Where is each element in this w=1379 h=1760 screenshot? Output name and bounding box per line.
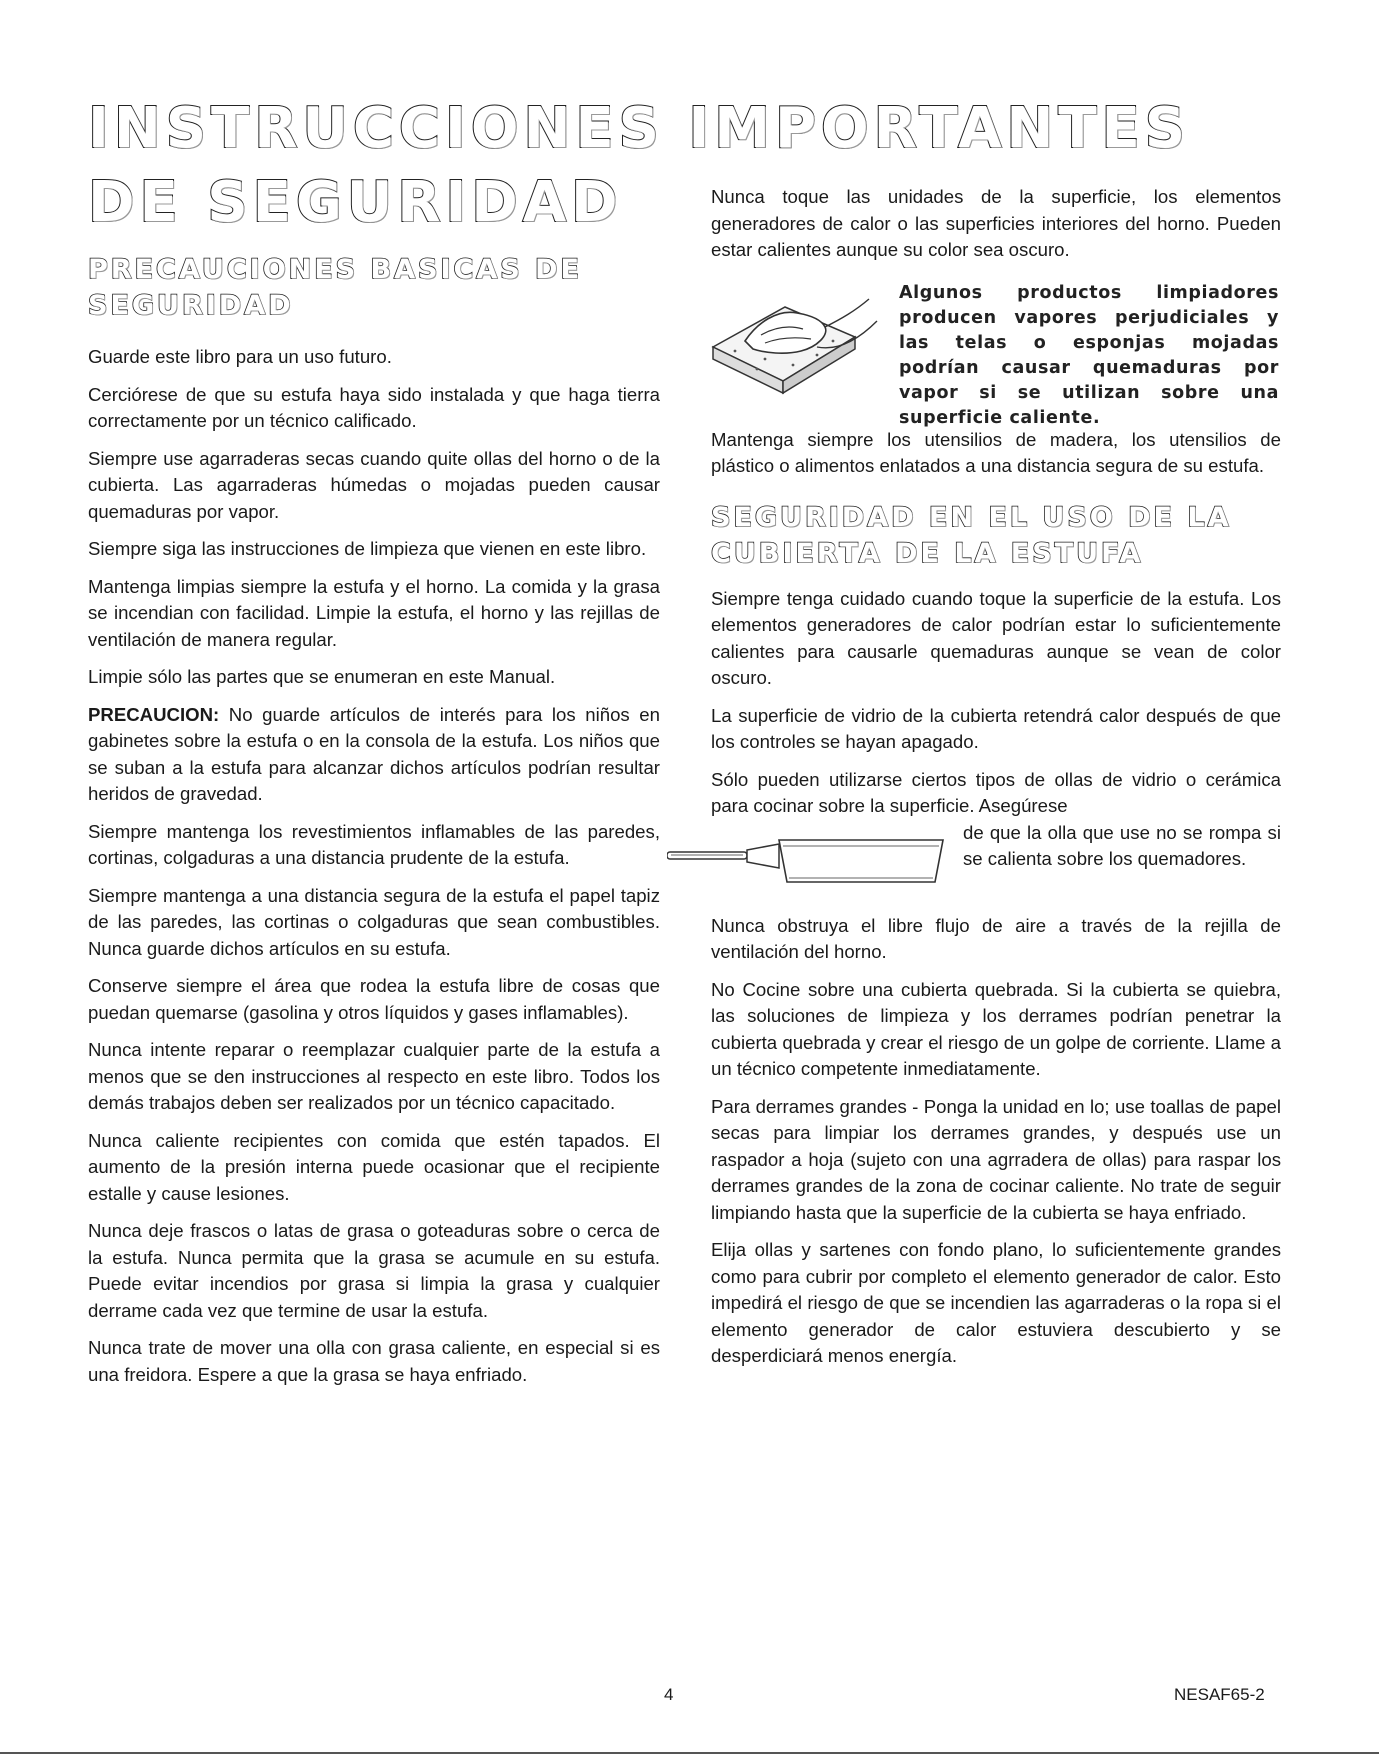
glass-cookware-block: [711, 767, 1281, 902]
caution-text: No guarde artículos de interés para los niños en gabinetes sobre la estufa o en la consola de la estufa. Los niños que se suban a la estufa para alcanzar dichos artículos podrían resultar heridos de gravedad.: [88, 703, 660, 804]
paragraph: Mantenga siempre los utensilios de madera, los utensilios de plástico o alimentos enlatados a una distancia segura de su estufa.: [711, 428, 1281, 476]
paragraph: Para derrames grandes - Ponga la unidad en lo; use toallas de papel secas para limpiar los derrames grandes, y después use un raspador a hoja (sujeto con una agrradera de ollas) para raspar los derrames grandes de la zona de cocinar caliente. No trate de seguir limpiando hasta que la superficie de la cubierta se haya enfriado.: [711, 1095, 1281, 1223]
model-code: NESAF65-2: [1174, 1685, 1265, 1704]
frying-pan-illustration: [667, 826, 957, 896]
paragraph: Nunca caliente recipientes con comida que estén tapados. El aumento de la presión interna puede ocasionar que el recipiente estalle y cause lesiones.: [88, 1129, 660, 1204]
paragraph: Siempre siga las instrucciones de limpieza que vienen en este libro.: [88, 538, 647, 559]
paragraph: Nunca trate de mover una olla con grasa caliente, en especial si es una freidora. Espere a que la grasa se haya enfriado.: [88, 1337, 660, 1385]
right-column: [711, 184, 1281, 1381]
paragraph: Siempre use agarraderas secas cuando quite ollas del horno o de la cubierta. Las agarraderas húmedas o mojadas pueden causar quemaduras por vapor.: [88, 447, 660, 522]
paragraph: Siempre mantenga los revestimientos inflamables de las paredes, cortinas, colgaduras a una distancia prudente de la estufa.: [88, 820, 660, 868]
section-heading-cooktop-safety: SEGURIDAD EN EL USO DE LA CUBIERTA DE LA ESTUFA: [711, 501, 1232, 569]
paragraph: Siempre tenga cuidado cuando toque la superficie de la estufa. Los elementos generadores de calor podrían estar lo suficientemente calientes para causarle quemaduras aunque se vean de color oscuro.: [711, 587, 1281, 688]
paragraph: Conserve siempre el área que rodea la estufa libre de cosas que puedan quemarse (gasolina y otros líquidos y gases inflamables).: [88, 975, 660, 1023]
cleaner-warning-block: [711, 275, 1281, 428]
paragraph: Guarde este libro para un uso futuro.: [88, 346, 392, 367]
paragraph: Nunca obstruya el libre flujo de aire a través de la rejilla de ventilación del horno.: [711, 914, 1281, 962]
paragraph: Nunca deje frascos o latas de grasa o goteaduras sobre o cerca de la estufa. Nunca permita que la grasa se acumule en su estufa. Puede evitar incendios por grasa si limpia la grasa y cualquier derrame cada vez que termine de usar la estufa.: [88, 1220, 660, 1321]
paragraph: Limpie sólo las partes que se enumeran en este Manual.: [88, 666, 556, 687]
paragraph: Elija ollas y sartenes con fondo plano, lo suficientemente grandes como para cubrir por completo el elemento generador de calor. Esto impedirá el riesgo de que se incendien las agarraderas o la ropa si el elemento generador de calor estuviera descubierto y se desperdiciará menos energía.: [711, 1239, 1281, 1366]
page-title: INSTRUCCIONES IMPORTANTES DE SEGURIDAD: [88, 96, 1191, 235]
paragraph: Mantenga limpias siempre la estufa y el horno. La comida y la grasa se incendian con facilidad. Limpie la estufa, el horno y las rejillas de ventilación de manera regular.: [88, 575, 660, 650]
paragraph: Siempre mantenga a una distancia segura de la estufa el papel tapiz de las paredes, las cortinas o colgaduras que sean combustibles. Nunca guarde dichos artículos en su estufa.: [88, 884, 660, 959]
bottom-rule: [0, 1752, 1379, 1754]
paragraph: Nunca intente reparar o reemplazar cualquier parte de la estufa a menos que se den instrucciones al respecto en este libro. Todos los demás trabajos deben ser realizados por un técnico capacitado.: [88, 1039, 660, 1113]
paragraph: No Cocine sobre una cubierta quebrada. Si la cubierta se quiebra, las soluciones de limpieza y los derrames podrían penetrar la cubierta quebrada y crear el riesgo de un golpe de corriente. Llame a un técnico competente inmediatamente.: [711, 978, 1281, 1079]
paragraph: Nunca toque las unidades de la superficie, los elementos generadores de calor o las superficies interiores del horno. Pueden estar calientes aunque su color sea oscuro.: [711, 186, 1281, 260]
paragraph: Sólo pueden utilizarse ciertos tipos de ollas de vidrio o cerámica para cocinar sobre la superficie. Asegúrese: [711, 768, 1281, 816]
cleaner-warning-text: Algunos productos limpiadores producen vapores perjudiciales y las telas o esponjas mojadas podrían causar quemaduras por vapor si se utilizan sobre una superficie caliente.: [899, 282, 1279, 428]
sponge-hand-illustration: [705, 289, 890, 404]
caution-paragraph: [88, 702, 660, 808]
caution-label: PRECAUCION:: [88, 703, 220, 725]
paragraph: La superficie de vidrio de la cubierta retendrá calor después de que los controles se hayan apagado.: [711, 704, 1281, 752]
page-number: 4: [664, 1685, 674, 1704]
paragraph: de que la olla que use no se rompa si se calienta sobre los quemadores.: [963, 821, 1281, 869]
paragraph: Cerciórese de que su estufa haya sido instalada y que haga tierra correctamente por un técnico calificado.: [88, 383, 660, 431]
left-column: [88, 344, 660, 1399]
section-heading-basic-precautions: PRECAUCIONES BASICAS DE SEGURIDAD: [88, 254, 582, 321]
